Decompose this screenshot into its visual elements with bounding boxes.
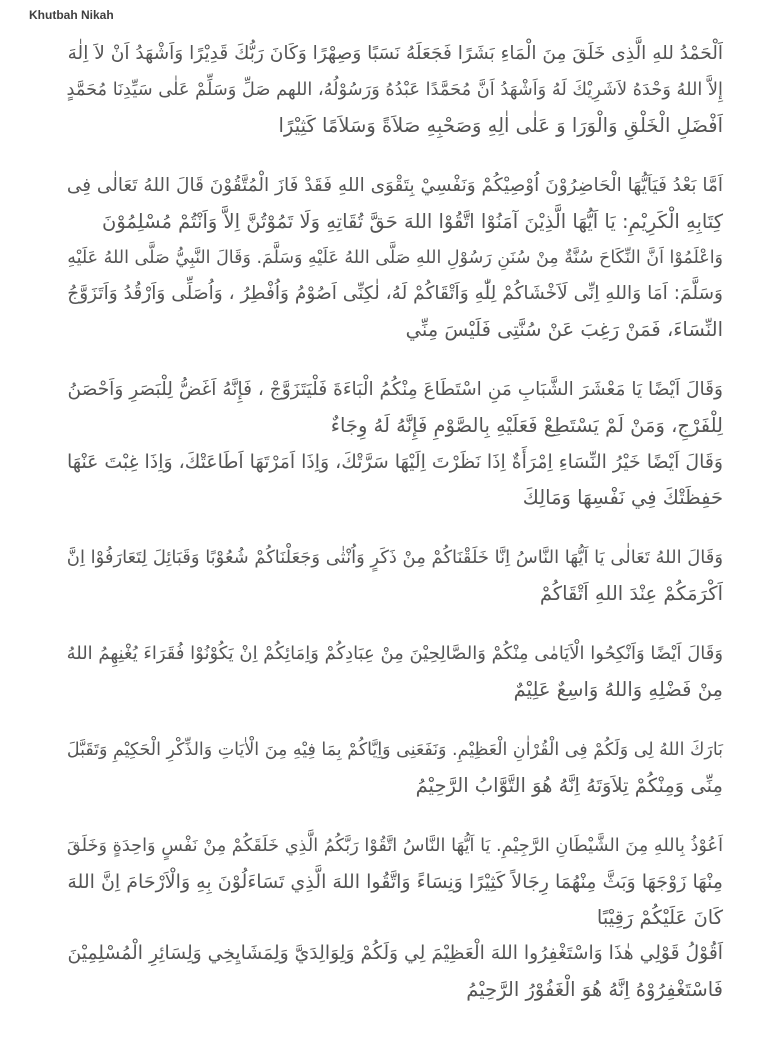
text-line: وَاعْلَمُوْا اَنَّ النِّكَاحَ سُنَّةٌ مِنْ سُنَنِ رَسُوْلِ اللهِ صَلَّى اللهُ عَلَيْهِ وَسَلَّمَ. وَقَالَ النَّبِيُّ صَلَّى اللهُ عَلَيْهِ (67, 248, 723, 268)
paragraph-young-people (60, 372, 723, 444)
paragraph-mankind (60, 540, 723, 612)
text-line: وَقَالَ اَيْضًا خَيْرُ النِّسَاءِ اِمْرَأَةٌ اِذَا نَظَرْتَ اِلَيْهَا سَرَّتْكَ، وَاِذَا اَمَرْتَهَا اَطَاعَتْكَ، وَاِذَا غِبْتَ عَنْهَا (66, 451, 723, 473)
text-line: كَانَ عَلَيْكُمْ رَقِيْبًا (596, 906, 723, 929)
text-line: وَقَالَ اَيْضًا وَاَنْكِحُوا الْاَيَامٰى مِنْكُمْ وَالصَّالِحِيْنَ مِنْ عِبَادِكُمْ وَاِمَائِكُمْ اِنْ يَكُوْنُوْا فُقَرَاءَ يُغْنِهِمُ اللهُ (66, 643, 723, 664)
paragraph-barakallah (60, 732, 723, 804)
text-line: لِلْفَرْجِ، وَمَنْ لَمْ يَسْتَطِعْ فَعَلَيْهِ بِالصَّوْمِ فَإِنَّهُ لَهُ وِجَاءٌ (330, 414, 723, 437)
text-line: اَكْرَمَكُمْ عِنْدَ اللهِ اَتْقَاكُمْ (539, 582, 723, 605)
text-line: مِنْهَا زَوْجَهَا وَبَثَّ مِنْهُمَا رِجَالاً كَثِيْرًا وَنِسَاءً وَاتَّقُوا اللهَ الَّذِي تَسَاءَلُوْنَ بِهِ وَالْاَرْحَامَ اِنَّ اللهَ (67, 871, 723, 893)
paragraph-best-women (60, 444, 723, 516)
text-line: اَمَّا بَعْدُ فَيَاَيُّهَا الْحَاضِرُوْنَ اُوْصِيْكُمْ وَنَفْسِيْ بِتَقْوَى اللهِ فَقَدْ فَازَ الْمُتَّقُوْنَ قَالَ اللهُ تَعَالٰى فِى (66, 175, 723, 196)
text-line: النِّسَاءَ، فَمَنْ رَغِبَ عَنْ سُنَّتِى فَلَيْسَ مِنِّي (405, 318, 723, 341)
text-line: فَاسْتَغْفِرُوْهُ اِنَّهُ هُوَ الْغَفُوْرُ الرَّحِيْمُ (466, 978, 723, 1001)
text-line: مِنِّى وَمِنْكُمْ تِلاَوَتَهُ اِنَّهُ هُوَ التَّوَّابُ الرَّحِيْمُ (415, 774, 723, 797)
text-line: اَعُوْذُ بِاللهِ مِنَ الشَّيْطَانِ الرَّجِيْمِ. يَا اَيُّهَا النَّاسُ اتَّقُوْا رَبَّكُمُ الَّذِي خَلَقَكُمْ مِنْ نَفْسٍ وَاحِدَةٍ وَخَلَقَ (66, 836, 723, 856)
text-line: مِنْ فَضْلِهِ وَاللهُ وَاسِعٌ عَلِيْمٌ (513, 678, 723, 701)
paragraph-amma-badu (60, 168, 723, 348)
text-line: اَفْضَلِ الْخَلْقِ وَالْوَرَا وَ عَلٰى اٰلِهِ وَصَحْبِهِ صَلاَةً وَسَلاَمًا كَثِيْرًا (278, 114, 723, 137)
text-line: بَارَكَ اللهُ لِى وَلَكُمْ فِى الْقُرْاٰنِ الْعَظِيْمِ. وَنَفَعَنِى وَاِيَّاكُمْ بِمَا فِيْهِ مِنَ الْاٰيَاتِ وَالذِّكْرِ الْحَكِيْمِ وَتَقَبَّلَ (66, 740, 723, 760)
document-title: Khutbah Nikah (29, 8, 114, 22)
text-line: اَقُوْلُ قَوْلِي هٰذَا وَاسْتَغْفِرُوا اللهَ الْعَظِيْمَ لِي وَلَكُمْ وَلِوَالِدَيَّ وَلِمَشَايِخِي وَلِسَائِرِ الْمُسْلِمِيْنَ (67, 943, 723, 964)
khutbah-body (60, 36, 723, 1008)
text-line: اَلْحَمْدُ للهِ الَّذِى خَلَقَ مِنَ الْمَاءِ بَشَرًا فَجَعَلَهُ نَسَبًا وَصِهْرًا وَكَانَ رَبُّكَ قَدِيْرًا وَاَشْهَدُ اَنْ لاَ اِلٰهَ (67, 43, 723, 64)
text-line: وَقَالَ اَيْضًا يَا مَعْشَرَ الشَّبَابِ مَنِ اسْتَطَاعَ مِنْكُمُ الْبَاءَةَ فَلْيَتَزَوَّجْ ، فَإِنَّهُ اَغَضُّ لِلْبَصَرِ وَاَحْصَنُ (67, 379, 723, 400)
paragraph-marry (60, 636, 723, 708)
paragraph-audhu (60, 828, 723, 936)
paragraph-closing (60, 936, 723, 1008)
text-line: وَقَالَ اللهُ تَعَالٰى يَا اَيُّهَا النَّاسُ اِنَّا خَلَقْنَاكُمْ مِنْ ذَكَرٍ وَاُنْثٰى وَجَعَلْنَاكُمْ شُعُوْبًا وَقَبَائِلَ لِتَعَارَفُوْا اِنَّ (66, 547, 723, 568)
text-line: وَسَلَّمَ: اَمَا وَاللهِ اِنِّى لَاَخْشَاكُمْ لِلّٰهِ وَاَتْقَاكُمْ لَهُ، لٰكِنِّى اَصُوْمُ وَاُفْطِرُ ، وَاُصَلِّى وَاَرْقُدُ وَاَتَزَوَّجُ (67, 283, 723, 304)
text-line: كِتَابِهِ الْكَرِيْمِ: يَا اَيُّهَا الَّذِيْنَ آمَنُوْا اتَّقُوْا اللهَ حَقَّ تُقَاتِهِ وَلَا تَمُوْتُنَّ اِلاَّ وَاَنْتُمْ مُسْلِمُوْنَ (102, 210, 723, 233)
paragraph-opening-praise (60, 36, 723, 144)
text-line: حَفِظَتْكَ فِي نَفْسِهَا وَمَالِكَ (522, 486, 723, 509)
text-line: إِلاَّ اللهُ وَحْدَهُ لاَشَرِيْكَ لَهُ وَاَشْهَدُ اَنَّ مُحَمَّدًا عَبْدُهُ وَرَسُوْلُهُ، اللهم صَلِّ وَسَلِّمْ عَلٰى سَيِّدِنَا مُحَمَّدٍ (66, 80, 723, 100)
